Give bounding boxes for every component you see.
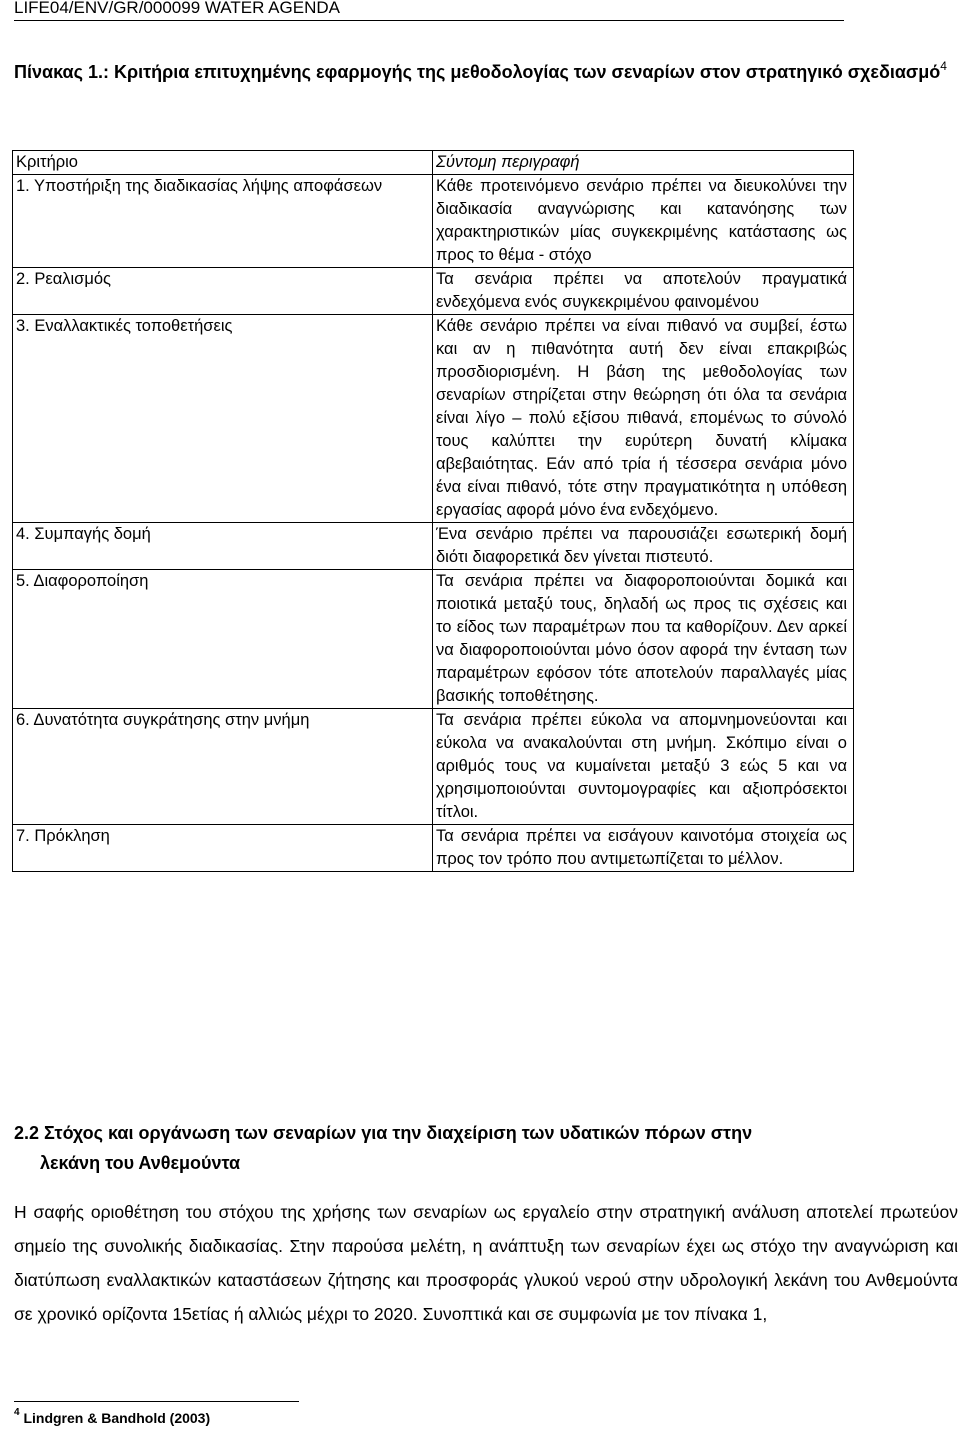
description-cell: Τα σενάρια πρέπει να διαφοροποιούνται δομικά και ποιοτικά μεταξύ τους, δηλαδή ως προς τις σχέσεις και το είδος των παραμέτρων που τα καθορίζουν. Δεν αρκεί να διαφοροποιούνται μόνο όσον αφορά την ένταση των παραμέτρων εφόσον τότε αποτελούν παραλλαγές μίας βασικής τοποθέτησης. [433, 570, 854, 709]
header-criterion: Κριτήριο [13, 151, 433, 175]
table-row [13, 825, 854, 872]
footnote-divider [14, 1401, 299, 1402]
criterion-cell: 7. Πρόκληση [13, 825, 433, 872]
table-caption [14, 56, 954, 88]
description-cell: Ένα σενάριο πρέπει να παρουσιάζει εσωτερική δομή διότι διαφορετικά δεν γίνεται πιστευτό. [433, 523, 854, 570]
section-title-line2: λεκάνη του Ανθεμούντα [40, 1153, 241, 1173]
table-row [13, 570, 854, 709]
header-description: Σύντομη περιγραφή [433, 151, 854, 175]
running-header: LIFE04/ENV/GR/000099 WATER AGENDA [14, 0, 340, 17]
table-row [13, 268, 854, 315]
caption-footnote-mark: 4 [940, 59, 947, 73]
body-paragraph: Η σαφής οριοθέτηση του στόχου της χρήσης των σεναρίων ως εργαλείο στην στρατηγική ανάλυση αποτελεί πρωτεύον σημείο της συνολικής διαδικασίας. Στην παρούσα μελέτη, η ανάπτυξη των σεναρίων έχει ως στόχο την αναγνώριση και διατύπωση εναλλακτικών καταστάσεων ζήτησης και προσφοράς γλυκού νερού στην υδρολογική λεκάνη του Ανθεμούντα σε χρονικό ορίζοντα 15ετίας ή αλλιώς μέχρι το 2020. Συνοπτικά και σε συμφωνία με τον πίνακα 1, [14, 1202, 958, 1324]
criteria-table [12, 150, 854, 872]
section-heading-line1 [14, 1118, 956, 1148]
section-title-line1: Στόχος και οργάνωση των σεναρίων για την διαχείριση των υδατικών πόρων στην [44, 1123, 753, 1143]
criterion-cell: 6. Δυνατότητα συγκράτησης στην μνήμη [13, 709, 433, 825]
table-row [13, 523, 854, 570]
table-header-row [13, 151, 854, 175]
description-cell: Τα σενάρια πρέπει εύκολα να απομνημονεύονται και εύκολα να ανακαλούνται στη μνήμη. Σκόπιμο είναι ο αριθμός τους να κυμαίνεται μεταξύ 3 εώς 5 και να χρησιμοποιούνται συντομογραφίες και αξιοπρόσεκτοι τίτλοι. [433, 709, 854, 825]
section-heading [14, 1118, 956, 1178]
table-row [13, 709, 854, 825]
section-number: 2.2 [14, 1123, 40, 1143]
description-cell: Τα σενάρια πρέπει να αποτελούν πραγματικά ενδεχόμενα ενός συγκεκριμένου φαινομένου [433, 268, 854, 315]
footnote-text: Lindgren & Bandhold (2003) [23, 1410, 211, 1426]
description-cell: Κάθε σενάριο πρέπει να είναι πιθανό να συμβεί, έστω και αν η πιθανότητα αυτή δεν είναι επακριβώς προσδιορισμένη. Η βάση της μεθοδολογίας των σεναρίων στηρίζεται στην θεώρηση ότι όλα τα σενάρια είναι λίγο – πολύ εξίσου πιθανά, επομένως το σύνολό τους καλύπτει την ευρύτερη δυνατή κλίμακα αβεβαιότητας. Εάν από τρία ή τέσσερα σενάρια μόνο ένα είναι πιθανό, τότε στην πραγματικότητα η υπόθεση εργασίας αφορά μόνο ένα ενδεχόμενο. [433, 315, 854, 523]
criterion-cell: 2. Ρεαλισμός [13, 268, 433, 315]
criterion-cell: 5. Διαφοροποίηση [13, 570, 433, 709]
criterion-cell: 3. Εναλλακτικές τοποθετήσεις [13, 315, 433, 523]
description-cell: Κάθε προτεινόμενο σενάριο πρέπει να διευκολύνει την διαδικασία αναγνώρισης και κατανόησης των χαρακτηριστικών μίας συγκεκριμένης κατάστασης ως προς το θέμα - στόχο [433, 175, 854, 268]
criterion-cell: 4. Συμπαγής δομή [13, 523, 433, 570]
table-row [13, 175, 854, 268]
table-row [13, 315, 854, 523]
footnote-mark: 4 [14, 1407, 20, 1418]
description-cell: Τα σενάρια πρέπει να εισάγουν καινοτόμα στοιχεία ως προς τον τρόπο που αντιμετωπίζεται το μέλλον. [433, 825, 854, 872]
footnote [14, 1407, 211, 1426]
criterion-cell: 1. Υποστήριξη της διαδικασίας λήψης αποφάσεων [13, 175, 433, 268]
table-caption-text: Πίνακας 1.: Κριτήρια επιτυχημένης εφαρμογής της μεθοδολογίας των σεναρίων στον στρατηγικό σχεδιασμό [14, 62, 941, 82]
header-divider [14, 20, 844, 21]
